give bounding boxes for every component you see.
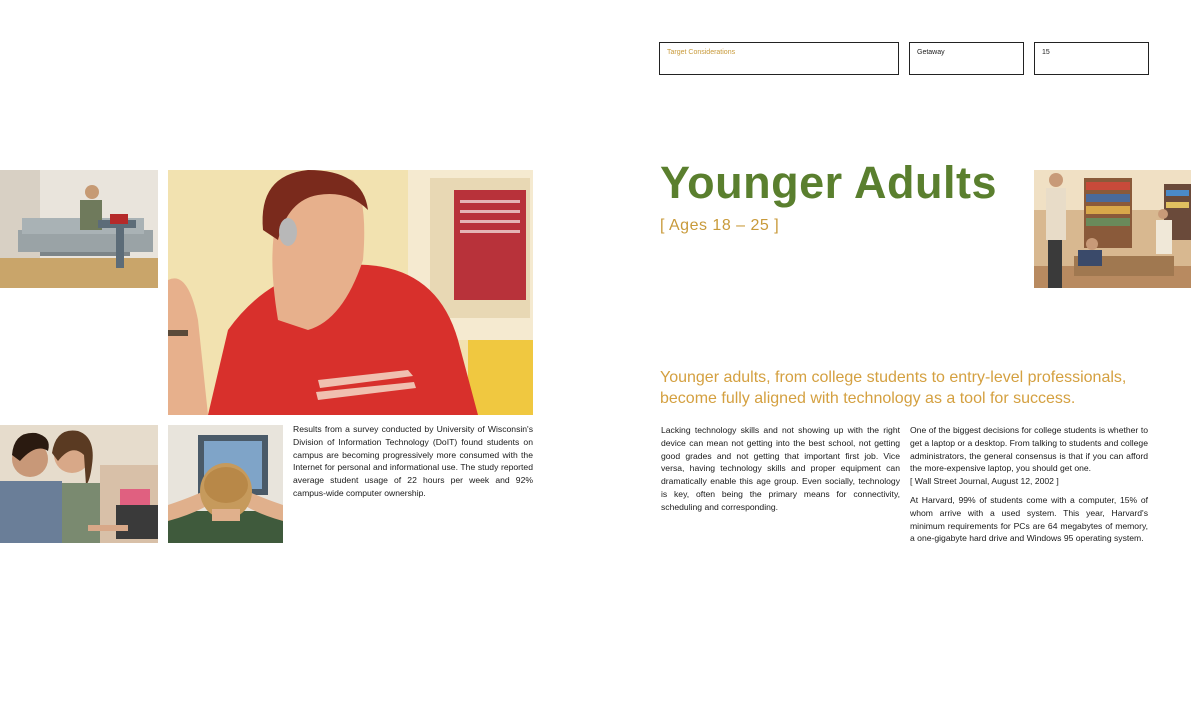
photo-group-living-room — [1034, 170, 1191, 288]
page-number: 15 — [1042, 49, 1050, 56]
header-section-box — [659, 42, 899, 75]
column-a-paragraph: Lacking technology skills and not showing up with the right device can mean not getting into the best school, not getting good grades and not getting that important first job. Vice versa, having technology skills and proper equipment can dramatically enable this age group. Even socially, technology is key, often being the primary means for connectivity, scheduling and corresponding. — [661, 425, 900, 512]
body-column-right — [910, 424, 1148, 551]
header-page-box — [1034, 42, 1149, 75]
header-section-label: Target Considerations — [667, 49, 736, 56]
photo-person-at-monitor — [168, 425, 283, 543]
column-b-citation: [ Wall Street Journal, August 12, 2002 ] — [910, 476, 1059, 487]
photo-student-headphones — [168, 170, 533, 415]
photo-couple-laptop — [0, 425, 158, 543]
header-product-box — [909, 42, 1024, 75]
survey-paragraph: Results from a survey conducted by University of Wisconsin's Division of Information Technology (DoIT) found students on campus are becoming progressively more consumed with the Internet for personal and informational use. The study reported average student usage of 22 hours per week and 92% campus-wide computer ownership. — [293, 424, 533, 498]
lead-statement: Younger adults, from college students to entry-level professionals, become fully aligned with technology as a tool for success. — [660, 369, 1127, 407]
column-b-paragraph-2: At Harvard, 99% of students come with a computer, 15% of whom arrive with a used system. This year, Harvard's minimum requirements for PCs are 64 megabytes of memory, a one-gigabyte hard drive and Windows 95 operating system. — [910, 494, 1148, 544]
photo-man-on-couch — [0, 170, 158, 288]
column-b-paragraph-1: One of the biggest decisions for college students is whether to get a laptop or a desktop. From talking to students and college administrators, the general consensus is that if you can afford the more-expensive laptop, you should get one. — [910, 425, 1148, 474]
page-title: Younger Adults — [660, 157, 997, 208]
header-product-label: Getaway — [917, 49, 945, 56]
body-column-left — [661, 424, 900, 520]
age-range-subtitle: [ Ages 18 – 25 ] — [660, 217, 780, 234]
